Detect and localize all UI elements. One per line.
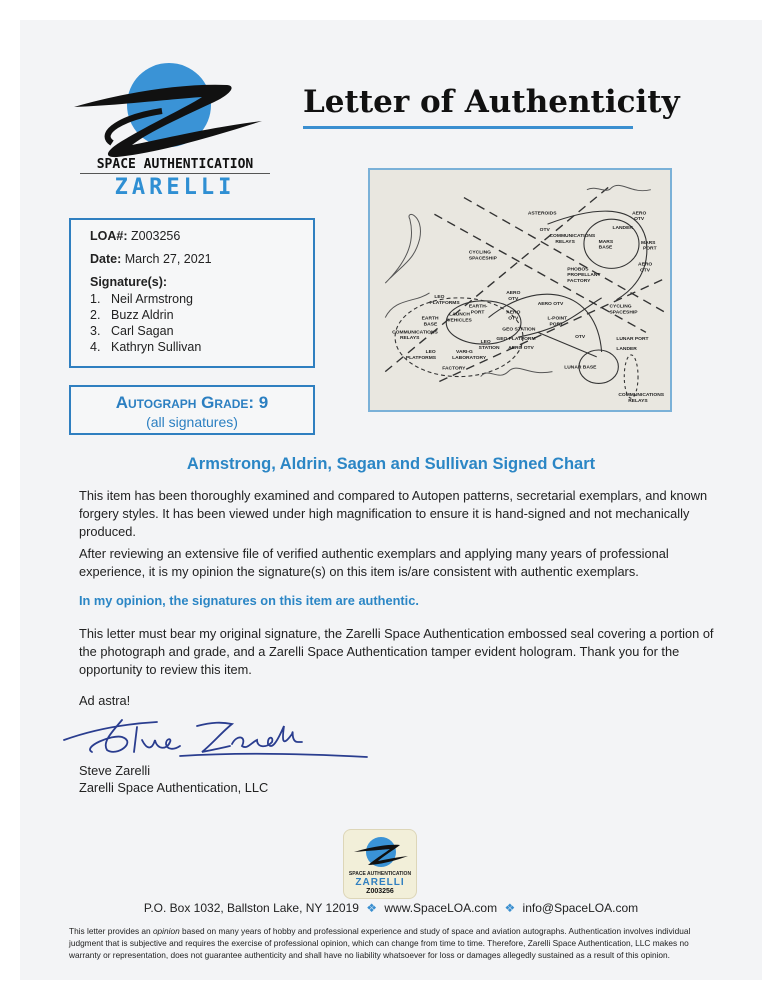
loa-number-value: Z003256 (130, 229, 181, 243)
loa-info-box (69, 218, 315, 368)
svg-text:PORT: PORT (642, 246, 657, 252)
hologram-text-zarelli: ZARELLI (355, 877, 405, 888)
logo-text-zarelli: ZARELLI (114, 175, 236, 200)
svg-text:OTV: OTV (508, 296, 519, 302)
signature-list (90, 291, 313, 355)
svg-text:RELAYS: RELAYS (628, 399, 648, 405)
paragraph-opinion: After reviewing an extensive file of verified authentic exemplars and applying many years of professional experience, it is my opinion the signature(s) on this item is/are consistent with authentic exemplars. (79, 546, 669, 579)
svg-text:OTV: OTV (634, 217, 645, 223)
date-label: Date: (90, 252, 122, 266)
svg-text:OTV: OTV (575, 335, 586, 341)
svg-text:LEO: LEO (434, 294, 445, 300)
svg-text:LUNAR BASE: LUNAR BASE (564, 365, 597, 371)
svg-text:AERO: AERO (638, 262, 653, 268)
svg-text:LANDER: LANDER (612, 226, 633, 232)
svg-text:AERO: AERO (506, 290, 521, 296)
svg-text:STATION: STATION (478, 346, 500, 352)
svg-text:COMMUNICATIONS: COMMUNICATIONS (392, 330, 438, 336)
separator-icon: ❖ (504, 901, 516, 915)
closing-text: Ad astra! (79, 693, 131, 708)
svg-text:LEO: LEO (425, 349, 436, 355)
svg-text:OTV: OTV (508, 316, 519, 322)
loa-number-label: LOA#: (90, 229, 128, 243)
svg-text:RELAYS: RELAYS (555, 239, 575, 245)
signature-item (90, 323, 313, 339)
tamper-evident-hologram (343, 829, 417, 899)
svg-text:FACTORY: FACTORY (442, 366, 466, 372)
grade-scope: (all signatures) (146, 414, 238, 430)
svg-text:FACTORY: FACTORY (567, 279, 591, 285)
signature-number: 1. (90, 292, 101, 306)
disclaimer-text: This letter provides an (69, 926, 153, 936)
svg-text:PORT: PORT (549, 322, 564, 328)
autograph-grade-box (69, 385, 315, 435)
signature-name: Kathryn Sullivan (111, 340, 202, 354)
signature-name: Buzz Aldrin (111, 308, 174, 322)
page-title: Letter of Authenticity (303, 84, 680, 120)
svg-text:LANDER: LANDER (616, 347, 637, 352)
contact-line (0, 901, 782, 915)
svg-text:EARTH: EARTH (421, 316, 439, 322)
signature-number: 3. (90, 324, 101, 338)
signature-item (90, 291, 313, 307)
svg-text:LUNAR PORT: LUNAR PORT (616, 337, 649, 343)
signer-block (79, 762, 268, 796)
svg-text:ASTEROIDS: ASTEROIDS (527, 211, 557, 217)
signature-number: 2. (90, 308, 101, 322)
date-row (90, 252, 313, 266)
svg-text:SPACESHIP: SPACESHIP (468, 256, 497, 262)
svg-text:OTV: OTV (539, 227, 550, 233)
svg-text:OTV: OTV (640, 268, 651, 274)
svg-text:LABORATORY: LABORATORY (452, 355, 487, 361)
svg-text:AERO OTV: AERO OTV (508, 346, 534, 352)
svg-text:BASE: BASE (423, 322, 438, 328)
disclaimer-text: based on many years of hobby and professional experience and study of space and aviation autographs. Authentication involves individual judgment that is subjective and requires the exercise of professional opinion, which can change from time to time. Therefore, Zarelli Space Authentication, LLC makes no warranty or representation, does not guarantee authenticity and shall have no liability whatsoever for loss or damages allegedly sustained as a result of this opinion. (69, 926, 691, 960)
date-value: March 27, 2021 (124, 252, 212, 266)
svg-text:CYCLING: CYCLING (468, 250, 491, 256)
item-title: Armstrong, Aldrin, Sagan and Sullivan Signed Chart (186, 455, 596, 473)
svg-text:PHOBOS: PHOBOS (567, 267, 589, 273)
svg-text:VEHICLES: VEHICLES (447, 318, 472, 324)
postal-address: P.O. Box 1032, Ballston Lake, NY 12019 (143, 901, 359, 915)
autograph-grade: Autograph Grade: 9 (115, 393, 269, 412)
website-link[interactable]: www.SpaceLOA.com (384, 901, 498, 915)
svg-text:EARTH-: EARTH- (468, 304, 488, 310)
paragraph-examination: This item has been thoroughly examined and compared to Autopen patterns, secretarial exemplars, and known forgery styles. It has been viewed under high magnification to ensure it is hand-signed and not mechanically produced. (79, 488, 708, 539)
svg-text:VARI-G: VARI-G (456, 349, 473, 355)
signer-name: Steve Zarelli (79, 763, 151, 778)
svg-text:MARS: MARS (598, 239, 614, 245)
authentic-statement: In my opinion, the signatures on this item are authentic. (79, 593, 419, 608)
svg-text:GEO STATION: GEO STATION (502, 327, 536, 333)
signatures-label-row (90, 275, 313, 289)
space-transport-diagram-icon (370, 170, 670, 410)
signatures-label: Signature(s): (90, 275, 168, 289)
disclaimer (69, 925, 719, 961)
svg-text:PLATFORMS: PLATFORMS (429, 300, 460, 306)
svg-text:SPACESHIP: SPACESHIP (609, 310, 638, 316)
signer-company: Zarelli Space Authentication, LLC (79, 780, 269, 795)
svg-text:PROPELLANT: PROPELLANT (567, 273, 601, 279)
svg-text:AERO OTV: AERO OTV (537, 301, 564, 307)
signature-number: 4. (90, 340, 101, 354)
svg-text:COMMUNICATIONS: COMMUNICATIONS (549, 233, 596, 239)
svg-text:LEO: LEO (480, 340, 491, 346)
signature-item (90, 307, 313, 323)
svg-text:MARS: MARS (640, 240, 656, 246)
paragraph-requirements: This letter must bear my original signature, the Zarelli Space Authentication embossed seal covering a portion of the photograph and grade, and a Zarelli Space Authentication tamper evident hologram. Thank you for the opportunity to review this item. (79, 626, 714, 677)
disclaimer-emphasis: opinion (152, 926, 180, 936)
separator-icon: ❖ (366, 901, 378, 915)
svg-text:AERO: AERO (506, 310, 521, 316)
svg-text:PLATFORMS: PLATFORMS (405, 355, 437, 361)
logo-text-space-authentication: SPACE AUTHENTICATION (80, 157, 270, 174)
svg-text:GEO PLATFORM: GEO PLATFORM (496, 337, 536, 343)
handwritten-signature-icon (62, 712, 372, 762)
email-link[interactable]: info@SpaceLOA.com (522, 901, 639, 915)
signature-name: Carl Sagan (111, 324, 174, 338)
svg-text:CYCLING: CYCLING (609, 304, 632, 310)
svg-text:RELAYS: RELAYS (400, 336, 420, 342)
title-underline (303, 126, 633, 129)
hologram-logo-icon (350, 833, 410, 871)
svg-text:COMMUNICATIONS: COMMUNICATIONS (618, 393, 665, 399)
hologram-text-space-authentication: SPACE AUTHENTICATION (348, 871, 412, 877)
signed-chart-photo (368, 168, 672, 412)
signature-item (90, 339, 313, 355)
hologram-serial: Z003256 (366, 888, 394, 895)
loa-number-row (90, 229, 313, 243)
svg-text:AERO: AERO (632, 211, 647, 217)
signature-name: Neil Armstrong (111, 292, 193, 306)
svg-text:L-POINT: L-POINT (547, 316, 568, 322)
svg-text:PORT: PORT (470, 310, 485, 316)
svg-text:LAUNCH: LAUNCH (449, 312, 470, 318)
svg-text:BASE: BASE (598, 245, 613, 251)
